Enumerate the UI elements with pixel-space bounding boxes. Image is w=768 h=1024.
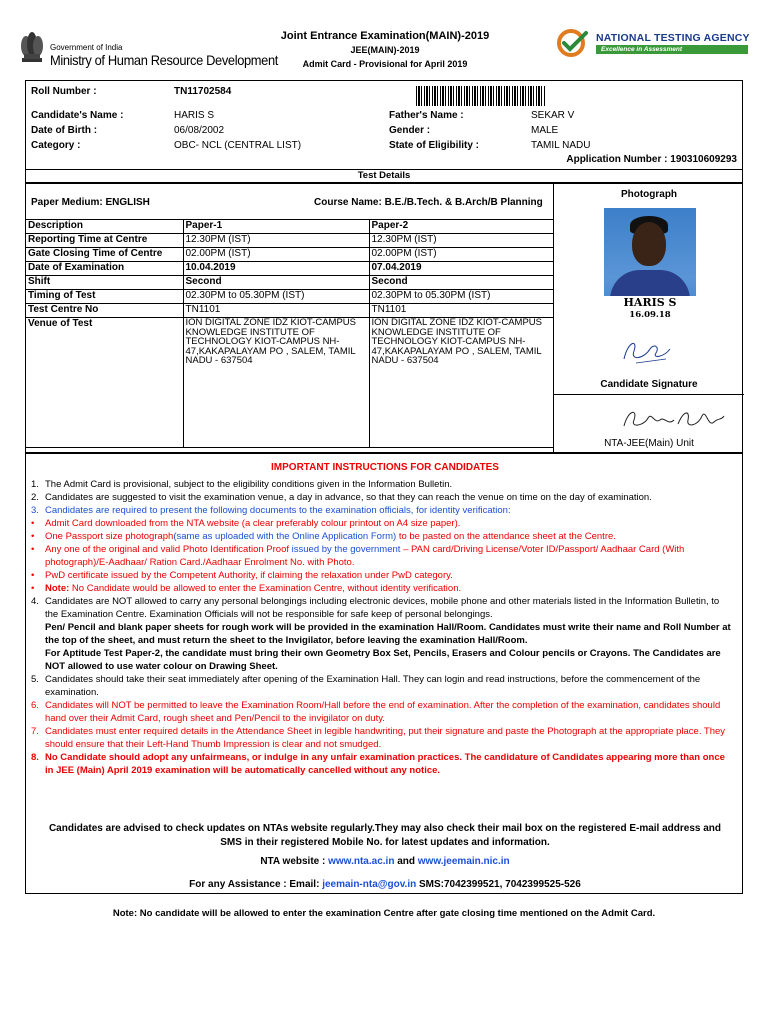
candidate-name-label: Candidate's Name :: [31, 110, 124, 121]
gender-value: MALE: [531, 125, 559, 136]
candidate-signature-image: [616, 329, 676, 369]
nta-logo-icon: [556, 28, 590, 58]
row-label: Timing of Test: [26, 290, 183, 304]
test-detail-row: [26, 262, 554, 276]
roll-number: TN11702584: [174, 86, 232, 97]
candidate-name: HARIS S: [174, 110, 215, 121]
test-detail-row: [26, 276, 554, 290]
photograph-label: Photograph: [620, 189, 678, 200]
row-label: Date of Examination: [26, 262, 183, 276]
paper-1-value: Paper-1: [183, 220, 369, 234]
candidate-signature-label: Candidate Signature: [600, 379, 698, 390]
instruction-3-bullet-3: • Any one of the original and valid Photo Identification Proof issued by the government – PAN card/Driving License/Voter ID/Passport/ Aadhaar Card (With photograph)/E-Aadhaar/ Ration Card./Aadhaar Enrolment No. with Photo.: [31, 544, 685, 568]
instruction-3: 3. Candidates are required to present the following documents to the examination officials, for identity verification:: [31, 505, 511, 516]
gender-label: Gender :: [389, 125, 431, 136]
roll-label: Roll Number :: [31, 86, 97, 97]
paper-2-value: 02.00PM (IST): [369, 248, 554, 262]
advisory-text: Candidates are advised to check updates on NTAs website regularly.They may also check their mail box on the registered E-mail address and SMS in their registered Mobile No. for latest updates and information.: [48, 823, 722, 848]
ministry-name: Ministry of Human Resource Development: [50, 52, 278, 68]
instruction-6: 6. Candidates will NOT be permitted to leave the Examination Room/Hall before the end of examination. After the completion of the examination, candidates should hand over their Admit Card, rough sheet and Pen/Pencil to the invigilator on duty.: [31, 700, 721, 724]
paper-1-value: TN1101: [183, 304, 369, 318]
father-name: SEKAR V: [531, 110, 575, 121]
nta-website-link[interactable]: www.nta.ac.in: [328, 856, 395, 867]
instruction-3-bullet-5: • Note: No Candidate would be allowed to enter the Examination Centre, without identity verification.: [31, 583, 462, 594]
candidate-photo: [604, 208, 696, 324]
category-value: OBC- NCL (CENTRAL LIST): [174, 140, 302, 151]
instruction-3-bullet-1: • Admit Card downloaded from the NTA website (a clear preferably colour printout on A4 size paper).: [31, 518, 461, 529]
row-label: Reporting Time at Centre: [26, 234, 183, 248]
test-detail-row: [26, 248, 554, 262]
paper-1-value: 02.00PM (IST): [183, 248, 369, 262]
instruction-7: 7. Candidates must enter required details in the Attendance Sheet in legible handwriting, put their signature and paste the Photograph at the appropriate place. They should ensure that their Left-Hand Thumb Impression is clear and not smudged.: [31, 726, 726, 750]
photo-caption: [604, 296, 696, 324]
test-detail-row: [26, 318, 554, 448]
paper-2-value: 07.04.2019: [369, 262, 554, 276]
test-detail-row: [26, 304, 554, 318]
instruction-1: 1. The Admit Card is provisional, subject to the eligibility conditions given in the Information Bulletin.: [31, 479, 453, 490]
paper-1-value: Second: [183, 276, 369, 290]
state-value: TAMIL NADU: [531, 140, 591, 151]
barcode: [416, 86, 546, 106]
assistance-email-link[interactable]: jeemain-nta@gov.in: [322, 879, 417, 890]
row-label: Description: [26, 220, 183, 234]
paper-1-value: 10.04.2019: [183, 262, 369, 276]
row-label: Gate Closing Time of Centre: [26, 248, 183, 262]
government-of-india-text: Government of India: [50, 43, 123, 52]
father-name-label: Father's Name :: [389, 110, 464, 121]
nta-name: NATIONAL TESTING AGENCY: [596, 32, 750, 44]
paper-1-value: 02.30PM to 05.30PM (IST): [183, 290, 369, 304]
exam-subtitle: JEE(MAIN)-2019: [350, 45, 420, 55]
course-name: Course Name: B.E./B.Tech. & B.Arch/B Planning: [314, 197, 543, 208]
dob-label: Date of Birth :: [31, 125, 98, 136]
instruction-8: 8. No Candidate should adopt any unfairmeans, or indulge in any unfair examination practices. The candidature of Candidates appearing more than once in JEE (Main) April 2019 examination will be automatically cancelled without any notice.: [31, 752, 725, 776]
instruction-4: 4. Candidates are NOT allowed to carry any personal belongings including electronic devices, mobile phone and other materials listed in the Information Bulletin, to the Examination Centre. Examination Officials will not be responsible for safe keep of personal belongings. Pen/ Pencil and blank paper sheets for rough work will be provided in the examination Hall/Room. Candidates must write their name and Roll Number at the top of the sheet, and must return the sheet to the Invigilator, before leaving the examination Hall/Room. For Aptitude Test Paper-2, the candidate must bring their own Geometry Box Set, Pencils, Erasers and Colour pencils or Crayons. The Candidates are NOT allowed to use water colour on Drawing Sheet.: [31, 596, 731, 672]
website-line: NTA website : www.nta.ac.in and www.jeemain.nic.in: [260, 856, 510, 867]
test-details-table: [26, 219, 554, 448]
photo-date: 16.09.18: [629, 310, 671, 320]
instruction-5: 5. Candidates should take their seat immediately after opening of the Examination Hall. They can login and read instructions, before the commencement of the examination.: [31, 674, 701, 698]
candidate-info-box: [25, 80, 743, 170]
paper-2-value: TN1101: [369, 304, 554, 318]
test-details-box: [25, 183, 743, 453]
instruction-list: [31, 478, 734, 777]
photo-name: HARIS S: [623, 296, 677, 309]
state-label: State of Eligibility :: [389, 140, 480, 151]
instruction-3-bullet-4: • PwD certificate issued by the Competent Authority, if claiming the relaxation under PwD category.: [31, 570, 453, 581]
test-detail-row: [26, 220, 554, 234]
assistance-line: For any Assistance : Email: jeemain-nta@gov.in SMS:7042399521, 7042399525-526: [189, 879, 581, 890]
jeemain-website-link[interactable]: www.jeemain.nic.in: [417, 856, 510, 867]
nta-unit-label: NTA-JEE(Main) Unit: [604, 438, 694, 449]
official-signature-image: [618, 404, 728, 434]
national-emblem-icon: [18, 28, 46, 68]
row-label: Shift: [26, 276, 183, 290]
instruction-2: 2. Candidates are suggested to visit the examination venue, a day in advance, so that they can reach the venue on time on the day of examination.: [31, 492, 652, 503]
row-label: Test Centre No: [26, 304, 183, 318]
paper-2-value: ION DIGITAL ZONE IDZ KIOT-CAMPUS KNOWLEDGE INSTITUTE OF TECHNOLOGY KIOT-CAMPUS NH-47,KAKAPALAYAM PO , SALEM, TAMIL NADU - 637504: [369, 318, 554, 448]
paper-1-value: ION DIGITAL ZONE IDZ KIOT-CAMPUS KNOWLEDGE INSTITUTE OF TECHNOLOGY KIOT-CAMPUS NH-47,KAKAPALAYAM PO , SALEM, TAMIL NADU - 637504: [183, 318, 369, 448]
admit-card-header: [0, 0, 768, 80]
admit-card-title: Admit Card - Provisional for April 2019: [302, 59, 468, 69]
paper-2-value: Paper-2: [369, 220, 554, 234]
test-detail-row: [26, 290, 554, 304]
divider: [554, 394, 744, 395]
nta-tagline: Excellence in Assessment: [596, 45, 748, 54]
category-label: Category :: [31, 140, 81, 151]
paper-1-value: 12.30PM (IST): [183, 234, 369, 248]
instruction-3-bullet-2: • One Passport size photograph(same as uploaded with the Online Application Form) to be pasted on the attendance sheet at the Centre.: [31, 531, 616, 542]
test-details-table-area: [26, 184, 554, 452]
paper-2-value: Second: [369, 276, 554, 290]
application-number: Application Number : 190310609293: [566, 154, 737, 165]
row-label: Venue of Test: [26, 318, 183, 448]
instructions-title: IMPORTANT INSTRUCTIONS FOR CANDIDATES: [271, 462, 499, 473]
footer-note: Note: No candidate will be allowed to enter the examination Centre after gate closing time mentioned on the Admit Card.: [112, 908, 656, 919]
test-details-title: Test Details: [25, 170, 743, 183]
exam-title: Joint Entrance Examination(MAIN)-2019: [280, 30, 490, 42]
dob-value: 06/08/2002: [174, 125, 225, 136]
instructions-box: [25, 453, 743, 894]
test-detail-row: [26, 234, 554, 248]
paper-2-value: 12.30PM (IST): [369, 234, 554, 248]
paper-medium: Paper Medium: ENGLISH: [31, 197, 150, 208]
paper-2-value: 02.30PM to 05.30PM (IST): [369, 290, 554, 304]
